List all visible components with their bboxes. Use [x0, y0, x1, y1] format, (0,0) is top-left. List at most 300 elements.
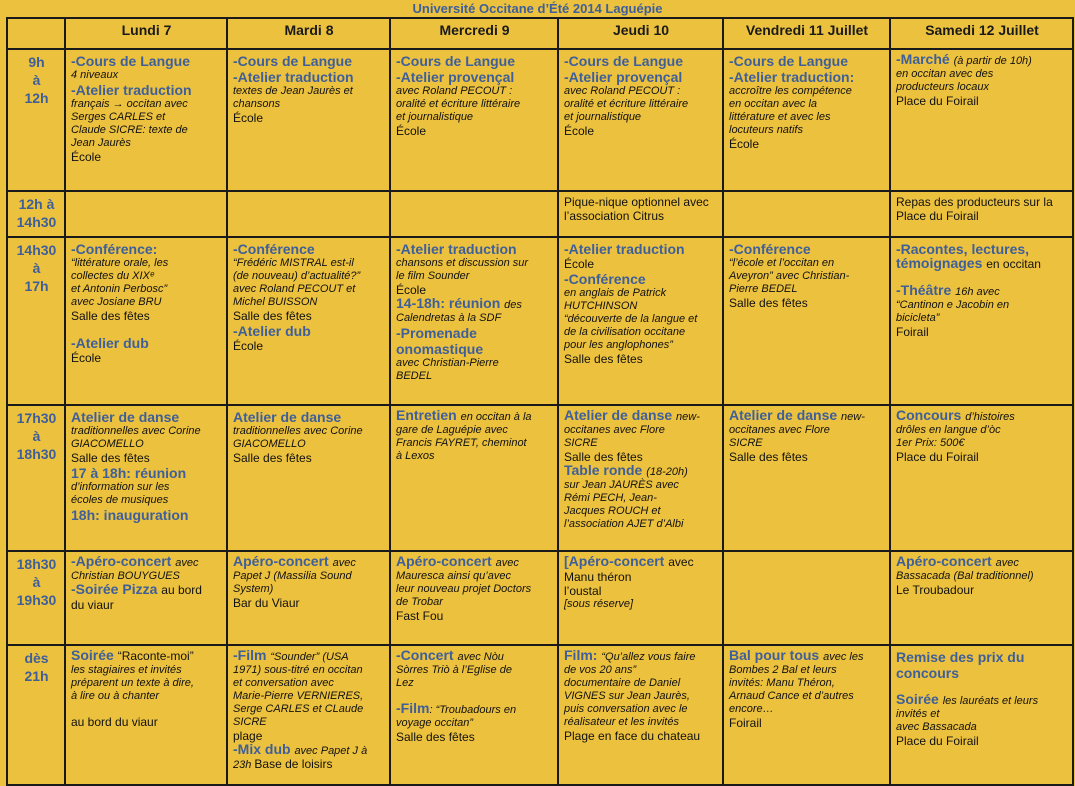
event-text: au bord du viaur [71, 715, 158, 729]
event-text: de vos 20 ans” [564, 664, 637, 676]
event-cell [227, 551, 390, 645]
event-text: Rémi PECH, Jean- [564, 492, 657, 504]
event-heading: -Cours de Langue [729, 53, 849, 69]
event-text: occitanes avec Flore [729, 424, 830, 436]
event-text: Serge CARLES et CLaude [233, 703, 364, 715]
event-cell [227, 645, 390, 785]
event-text: textes de Jean Jaurès et [233, 85, 353, 97]
time-line: 17h30 [16, 410, 57, 426]
event-line [396, 409, 553, 424]
event-text: des [504, 299, 522, 311]
time-line: 12h à [18, 196, 55, 212]
event-line [729, 409, 885, 424]
event-text: de Trobar [396, 596, 443, 608]
event-heading: Table ronde [564, 462, 647, 478]
event-heading: Apéro-concert [896, 553, 996, 569]
day-header: Vendredi 11 Juillet [723, 18, 890, 49]
time-line: 18h30 [16, 556, 57, 572]
event-line [396, 297, 553, 312]
event-text: avec Papet J à [294, 745, 368, 757]
event-text: Bombes 2 Bal et leurs [729, 664, 837, 676]
event-text: “Qu’allez vous faire [601, 651, 696, 663]
event-text: bicicleta” [896, 312, 940, 324]
event-text: avec Josiane BRU [71, 296, 162, 308]
event-text: Mauresca ainsi qu’avec [396, 570, 511, 582]
event-text: Foirail [896, 325, 929, 339]
event-text: Salle des fêtes [564, 352, 643, 366]
event-cell [65, 49, 227, 191]
event-text: avec Roland PECOUT et [233, 283, 356, 295]
time-slot [7, 237, 65, 405]
schedule-table [6, 17, 1074, 786]
event-heading: témoignages [896, 255, 987, 271]
event-cell [65, 551, 227, 645]
event-heading: Entretien [396, 407, 461, 423]
event-text: Calendretas à la SDF [396, 312, 502, 324]
event-text: Serges CARLES et [71, 111, 166, 123]
event-cell [723, 405, 890, 551]
event-cell [227, 191, 390, 237]
event-heading: -Atelier provençal [564, 69, 683, 85]
event-text: documentaire de Daniel [564, 677, 681, 689]
time-line: à [32, 428, 41, 444]
event-text: Bassacada (Bal traditionnel) [896, 570, 1034, 582]
event-text: École [564, 257, 595, 271]
event-heading: Atelier de danse [729, 407, 842, 423]
event-text: GIACOMELLO [233, 438, 306, 450]
event-text: le film Sounder [396, 270, 470, 282]
event-text: avec [668, 555, 694, 569]
event-line [564, 409, 718, 424]
event-text: avec [495, 557, 519, 569]
event-text: HUTCHINSON [564, 300, 638, 312]
time-line: 18h30 [16, 446, 57, 462]
event-text: à Lexos [396, 450, 435, 462]
event-text: en occitan avec des [896, 68, 994, 80]
event-line [233, 649, 385, 664]
day-header: Jeudi 10 [558, 18, 723, 49]
event-text: Papet J (Massilia Sound [233, 570, 352, 582]
event-line [233, 758, 385, 772]
time-line: 21h [24, 668, 49, 684]
schedule-row [7, 237, 1073, 405]
event-text: chansons et discussion sur [396, 257, 529, 269]
event-text: Manu théron [564, 570, 632, 584]
event-text: avec Nòu [457, 651, 504, 663]
event-heading: Soirée [896, 691, 943, 707]
event-heading: -Soirée Pizza [71, 581, 162, 597]
event-text: d’histoires [965, 411, 1015, 423]
event-heading: Bal pour tous [729, 647, 824, 663]
event-text: Salle des fêtes [233, 451, 312, 465]
event-heading: -Cours de Langue [71, 53, 191, 69]
event-text: invités: Manu Théron, [729, 677, 835, 689]
event-heading: -Conférence [564, 271, 646, 287]
time-slot [7, 49, 65, 191]
event-cell [558, 551, 723, 645]
event-text: GIACOMELLO [71, 438, 144, 450]
event-text: collectes du XIXᵉ [71, 270, 155, 282]
time-line: 12h [24, 90, 49, 106]
event-text: Jacques ROUCH et [564, 505, 661, 517]
event-heading: Remise des prix du [896, 649, 1025, 665]
event-text: Pierre BEDEL [729, 283, 798, 295]
event-text: Place du Foirail [896, 94, 979, 108]
event-heading: 17 à 18h: réunion [71, 465, 187, 481]
event-cell [558, 405, 723, 551]
event-text: new- [676, 411, 700, 423]
event-text: École [396, 124, 427, 138]
time-line: 14h30 [16, 242, 57, 258]
time-slot [7, 191, 65, 237]
event-text: Salle des fêtes [564, 450, 643, 464]
event-heading: -Atelier traduction [71, 82, 192, 98]
event-text: Fast Fou [396, 609, 444, 623]
event-cell [390, 405, 558, 551]
time-line: 14h30 [16, 214, 57, 230]
event-heading: -Concert [396, 647, 458, 663]
event-text: “Frédéric MISTRAL est-il [233, 257, 354, 269]
event-line [896, 257, 1068, 272]
event-text: 16h avec [955, 286, 1000, 298]
event-text: l’association Citrus [564, 209, 665, 223]
event-text: Bar du Viaur [233, 596, 300, 610]
event-text: traditionnelles avec Corine [233, 425, 363, 437]
event-heading: -Cours de Langue [233, 53, 353, 69]
time-slot [7, 405, 65, 551]
event-line [233, 555, 385, 570]
event-heading: Atelier de danse [71, 409, 180, 425]
schedule-row [7, 49, 1073, 191]
event-text: new- [841, 411, 865, 423]
event-text: Place du Foirail [896, 734, 979, 748]
time-line: 17h [24, 278, 49, 294]
event-text: SICRE [564, 437, 598, 449]
event-text: SICRE [729, 437, 763, 449]
event-cell [390, 49, 558, 191]
event-heading: -Marché [896, 51, 954, 67]
event-text: VIGNES sur Jean Jaurès, [564, 690, 690, 702]
event-line [564, 555, 718, 570]
time-line: à [32, 72, 41, 88]
event-heading: -Cours de Langue [396, 53, 516, 69]
event-text: français → occitan avec [71, 98, 188, 110]
event-text: l’association AJET d’Albi [564, 518, 684, 530]
event-text: 1971) sous-titré en occitan [233, 664, 363, 676]
event-heading: onomastique [396, 341, 484, 357]
header-row [7, 18, 1073, 49]
event-heading: -Conférence [729, 241, 811, 257]
event-text: chansons [233, 98, 281, 110]
event-cell [890, 49, 1073, 191]
event-text: en occitan [986, 257, 1041, 271]
event-text: à lire ou à chanter [71, 690, 160, 702]
event-heading: -Conférence: [71, 241, 158, 257]
time-line: à [32, 260, 41, 276]
event-heading: -Atelier traduction [233, 69, 354, 85]
event-text: SICRE [233, 716, 267, 728]
event-text: École [396, 283, 427, 297]
event-cell [65, 237, 227, 405]
event-cell [558, 191, 723, 237]
event-text: avec Bassacada [896, 721, 977, 733]
event-text: École [71, 351, 102, 365]
event-heading: -Atelier dub [71, 335, 149, 351]
event-heading: -Promenade [396, 325, 477, 341]
event-text: avec Roland PECOUT : [564, 85, 681, 97]
event-line [396, 555, 553, 570]
event-cell [890, 237, 1073, 405]
time-line: dès [24, 650, 49, 666]
event-cell [227, 405, 390, 551]
event-cell [65, 191, 227, 237]
event-text: 1er Prix: 500€ [896, 437, 965, 449]
event-text: sur Jean JAURÈS avec [564, 479, 679, 491]
event-text: du viaur [71, 598, 114, 612]
schedule-body [7, 49, 1073, 785]
event-text: (18-20h) [646, 466, 688, 478]
time-slot [7, 551, 65, 645]
event-heading: -Conférence [233, 241, 315, 257]
event-line [564, 464, 718, 479]
event-text: École [233, 339, 264, 353]
event-text: Repas des producteurs sur la [896, 195, 1053, 209]
event-text: Salle des fêtes [71, 309, 150, 323]
event-text: Place du Foirail [896, 450, 979, 464]
event-cell [723, 551, 890, 645]
event-text: École [564, 124, 595, 138]
event-heading: -Cours de Langue [564, 53, 684, 69]
event-text: “Raconte-moi” [117, 649, 194, 663]
event-cell [390, 645, 558, 785]
event-text: (à partir de 10h) [953, 55, 1032, 67]
event-text: “Cantinon e Jacobin en [896, 299, 1010, 311]
event-text: voyage occitan” [396, 717, 474, 729]
event-text: Christian BOUYGUES [71, 570, 180, 582]
event-text: accroître les compétence [729, 85, 852, 97]
event-text: École [729, 137, 760, 151]
event-cell [390, 191, 558, 237]
schedule-row [7, 645, 1073, 785]
event-text: Jean Jaurès [71, 137, 131, 149]
event-cell [65, 645, 227, 785]
event-cell [890, 551, 1073, 645]
event-cell [890, 405, 1073, 551]
event-text: avec [995, 557, 1019, 569]
event-cell [558, 237, 723, 405]
event-text: plage [233, 729, 263, 743]
event-cell [390, 237, 558, 405]
event-text: Sòrres Triò à l’Eglise de [396, 664, 512, 676]
event-text: Michel BUISSON [233, 296, 318, 308]
event-text: les lauréats et leurs [942, 695, 1039, 707]
schedule-row [7, 191, 1073, 237]
event-cell [558, 49, 723, 191]
event-text: : “Troubadours en [429, 704, 517, 716]
event-text: avec Roland PECOUT : [396, 85, 513, 97]
time-line: 19h30 [16, 592, 57, 608]
event-heading: Atelier de danse [233, 409, 342, 425]
event-text: pour les anglophones” [564, 339, 673, 351]
event-cell [723, 49, 890, 191]
event-heading: -Mix dub [233, 741, 295, 757]
event-text: “littérature orale, les [71, 257, 169, 269]
event-text: producteurs locaux [896, 81, 989, 93]
event-text: (de nouveau) d’actualité?” [233, 270, 361, 282]
day-header: Samedi 12 Juillet [890, 18, 1073, 49]
event-cell [390, 551, 558, 645]
event-text: Salle des fêtes [729, 296, 808, 310]
event-text: occitanes avec Flore [564, 424, 665, 436]
event-text: École [233, 111, 264, 125]
event-line [896, 53, 1068, 68]
event-text: leur nouveau projet Doctors [396, 583, 532, 595]
event-cell [723, 645, 890, 785]
event-text: 23h [233, 759, 255, 771]
event-heading: -Atelier provençal [396, 69, 515, 85]
event-heading: Film: [564, 647, 602, 663]
event-cell [558, 645, 723, 785]
spacer [71, 323, 222, 335]
event-cell [723, 237, 890, 405]
event-text: avec les [823, 651, 864, 663]
event-text: Place du Foirail [896, 209, 979, 223]
event-text: Marie-Pierre VERNIERES, [233, 690, 364, 702]
event-heading: [Apéro-concert [564, 553, 669, 569]
event-text: Aveyron” avec Christian- [729, 270, 850, 282]
event-line [396, 649, 553, 664]
event-text: réalisateur et les invités [564, 716, 679, 728]
time-line: 9h [28, 54, 45, 70]
event-text: [sous réserve] [564, 598, 634, 610]
time-line: à [32, 574, 41, 590]
page-title: Université Occitane d’Été 2014 Laguépie [412, 1, 663, 16]
event-text: locuteurs natifs [729, 124, 803, 136]
event-text: oralité et écriture littéraire [564, 98, 689, 110]
event-text: Salle des fêtes [71, 451, 150, 465]
event-text: Salle des fêtes [233, 309, 312, 323]
event-heading: Atelier de danse [564, 407, 677, 423]
event-text: Salle des fêtes [396, 730, 475, 744]
event-text: en occitan à la [460, 411, 532, 423]
event-text: “Sounder” (USA [270, 651, 349, 663]
event-line [396, 702, 553, 717]
event-heading: Apéro-concert [233, 553, 333, 569]
event-text: Le Troubadour [896, 583, 975, 597]
event-text: invités et [896, 708, 940, 720]
event-cell [723, 191, 890, 237]
event-text: de la civilisation occitane [564, 326, 686, 338]
event-text: gare de Laguépie avec [396, 424, 508, 436]
event-text: “découverte de la langue et [564, 313, 698, 325]
event-text: Lez [396, 677, 414, 689]
event-line [564, 649, 718, 664]
event-heading: -Atelier traduction: [729, 69, 855, 85]
event-text: littérature et avec les [729, 111, 831, 123]
day-header: Lundi 7 [65, 18, 227, 49]
event-text: Francis FAYRET, cheminot [396, 437, 527, 449]
event-text: Plage en face du chateau [564, 729, 701, 743]
event-text: en anglais de Patrick [564, 287, 667, 299]
event-text: System) [233, 583, 274, 595]
event-text: d’information sur les [71, 481, 170, 493]
event-heading: 18h: inauguration [71, 507, 189, 523]
event-heading: 14-18h: réunion [396, 295, 505, 311]
event-heading: -Atelier traduction [564, 241, 685, 257]
event-text: École [71, 150, 102, 164]
event-line [71, 555, 222, 570]
day-header: Mardi 8 [227, 18, 390, 49]
event-heading: Concours [896, 407, 966, 423]
event-heading: Apéro-concert [396, 553, 496, 569]
event-heading: -Racontes, lectures, [896, 241, 1030, 257]
event-text: Arnaud Cance et d’autres [729, 690, 854, 702]
event-heading: concours [896, 665, 960, 681]
event-text: avec Christian-Pierre [396, 357, 499, 369]
event-heading: -Film [396, 700, 430, 716]
day-header: Mercredi 9 [390, 18, 558, 49]
event-text: encore… [729, 703, 774, 715]
event-cell [227, 237, 390, 405]
event-text: BEDEL [396, 370, 433, 382]
event-cell [227, 49, 390, 191]
event-text: 4 niveaux [71, 69, 119, 81]
event-text: au bord [161, 583, 202, 597]
event-line [896, 555, 1068, 570]
event-text: puis conversation avec le [564, 703, 688, 715]
event-cell [890, 191, 1073, 237]
event-text: oralité et écriture littéraire [396, 98, 521, 110]
event-line [71, 649, 222, 664]
event-heading: -Atelier dub [233, 323, 311, 339]
schedule-row [7, 551, 1073, 645]
event-line [896, 284, 1068, 299]
time-slot [7, 645, 65, 785]
event-line [71, 583, 222, 598]
spacer [71, 703, 222, 715]
event-text: Claude SICRE: texte de [71, 124, 188, 136]
event-text: Base de loisirs [254, 757, 333, 771]
event-text: l’oustal [564, 584, 602, 598]
event-line [896, 409, 1068, 424]
event-text: préparent un texte à dire, [71, 677, 194, 689]
event-text: et journalistique [396, 111, 474, 123]
event-text: Pique-nique optionnel avec [564, 195, 709, 209]
event-text: écoles de musiques [71, 494, 169, 506]
event-text: Salle des fêtes [729, 450, 808, 464]
corner-cell [7, 18, 65, 49]
event-line [896, 693, 1068, 708]
event-text: avec [175, 557, 199, 569]
event-text: et conversation avec [233, 677, 334, 689]
event-text: Foirail [729, 716, 762, 730]
event-text: les stagiaires et invités [71, 664, 182, 676]
event-cell [65, 405, 227, 551]
event-heading: -Film [233, 647, 271, 663]
event-text: et journalistique [564, 111, 642, 123]
event-text: et Antonin Perbosc” [71, 283, 168, 295]
schedule-row [7, 405, 1073, 551]
event-text: “l’école et l’occitan en [729, 257, 835, 269]
event-text: traditionnelles avec Corine [71, 425, 201, 437]
event-text: drôles en langue d’òc [896, 424, 1001, 436]
event-cell [890, 645, 1073, 785]
event-heading: -Théâtre [896, 282, 956, 298]
event-heading: -Apéro-concert [71, 553, 176, 569]
event-line [729, 649, 885, 664]
event-text: en occitan avec la [729, 98, 818, 110]
event-heading: Soirée [71, 647, 118, 663]
